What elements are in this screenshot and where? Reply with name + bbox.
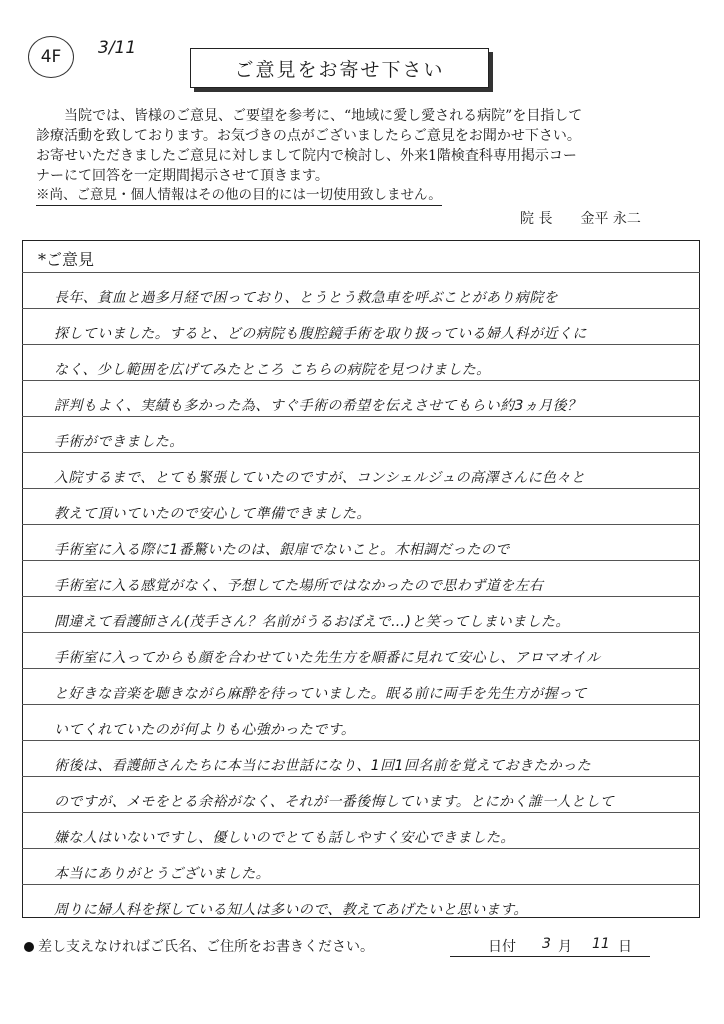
ruled-line <box>22 560 700 561</box>
opinion-line-16: 嫌な人はいないですし、優しいのでとても話しやすく安心できました。 <box>54 830 515 846</box>
name-address-prompt <box>24 936 374 956</box>
date-month-unit: 月 <box>558 939 572 955</box>
ruled-line <box>22 776 700 777</box>
date-day-value: 11 <box>592 936 610 952</box>
intro-line-1: 当院では、皆様のご意見、ご要望を参考に、“地域に愛し愛される病院”を目指して <box>64 108 583 124</box>
date-field <box>450 936 650 957</box>
ruled-line <box>22 308 700 309</box>
opinion-line-4: 評判もよく、実績も多かった為、すぐ手術の希望を伝えさせてもらい約3ヵ月後？ <box>54 398 582 414</box>
opinion-line-15: のですが、メモをとる余裕がなく、それが一番後悔しています。とにかく誰一人として <box>54 794 615 810</box>
bullet-icon <box>24 942 34 952</box>
ruled-line <box>22 704 700 705</box>
opinion-line-3: なく、少し範囲を広げてみたところ こちらの病院を見つけました。 <box>54 362 491 378</box>
opinion-line-14: 術後は、看護師さんたちに本当にお世話になり、1回1回名前を覚えておきたかった <box>54 758 592 774</box>
opinion-line-2: 探していました。すると、どの病院も腹腔鏡手術を取り扱っている婦人科が近くに <box>54 326 587 342</box>
ruled-line <box>22 452 700 453</box>
opinion-heading: *ご意見 <box>38 250 95 269</box>
privacy-note: ※尚、ご意見・個人情報はその他の目的には一切使用致しません。 <box>36 186 442 206</box>
ruled-line <box>22 740 700 741</box>
ruled-line <box>22 596 700 597</box>
ruled-line <box>22 848 700 849</box>
opinion-line-8: 手術室に入る際に1番驚いたのは、銀扉でないこと。木相調だったので <box>54 542 510 558</box>
ruled-line <box>22 344 700 345</box>
opinion-line-17: 本当にありがとうございました。 <box>54 866 270 882</box>
intro-paragraph <box>36 106 696 186</box>
intro-line-3: お寄せいただきましたご意見に対しまして院内で検討し、外来1階検査科専用掲示コー <box>36 148 577 164</box>
ruled-line <box>22 272 700 273</box>
opinion-line-12: と好きな音楽を聴きながら麻酔を待っていました。眠る前に両手を先生方が握って <box>54 686 587 702</box>
name-prompt-text: 差し支えなければご氏名、ご住所をお書きください。 <box>38 939 374 955</box>
opinion-line-7: 教えて頂いていたので安心して準備できました。 <box>54 506 371 522</box>
ruled-line <box>22 812 700 813</box>
date-day-unit: 日 <box>618 939 632 955</box>
opinion-line-10: 間違えて看護師さん(茂手さん？名前がうるおぼえで…)と笑ってしまいました。 <box>54 614 570 630</box>
intro-line-4: ナーにて回答を一定期間掲示させて頂きます。 <box>36 168 329 184</box>
form-title: ご意見をお寄せ下さい <box>190 48 489 88</box>
opinion-line-18: 周りに婦人科を探している知人は多いので、教えてあげたいと思います。 <box>54 902 528 918</box>
ruled-line <box>22 416 700 417</box>
director-title: 院 長 <box>520 211 553 227</box>
director-signature <box>520 208 641 228</box>
ruled-line <box>22 668 700 669</box>
opinion-line-9: 手術室に入る感覚がなく、予想してた場所ではなかったので思わず道を左右 <box>54 578 544 594</box>
opinion-line-6: 入院するまで、とても緊張していたのですが、コンシェルジュの高澤さんに色々と <box>54 470 586 486</box>
date-label: 日付 <box>488 939 516 955</box>
ruled-line <box>22 524 700 525</box>
opinion-line-1: 長年、貧血と過多月経で困っており、とうとう救急車を呼ぶことがあり病院を <box>54 290 558 306</box>
ruled-line <box>22 632 700 633</box>
floor-mark-4f: 4F <box>28 36 74 78</box>
ruled-line <box>22 380 700 381</box>
intro-line-2: 診療活動を致しております。お気づきの点がございましたらご意見をお聞かせ下さい。 <box>36 128 581 144</box>
opinion-line-5: 手術ができました。 <box>54 434 184 450</box>
opinion-line-11: 手術室に入ってからも顔を合わせていた先生方を順番に見れて安心し、アロマオイル <box>54 650 601 666</box>
ruled-line <box>22 488 700 489</box>
director-name: 金平 永二 <box>580 211 641 227</box>
date-month-value: 3 <box>542 936 551 952</box>
opinion-line-13: いてくれていたのが何よりも心強かったです。 <box>54 722 356 738</box>
ruled-line <box>22 884 700 885</box>
handwritten-date: 3/11 <box>98 38 137 58</box>
